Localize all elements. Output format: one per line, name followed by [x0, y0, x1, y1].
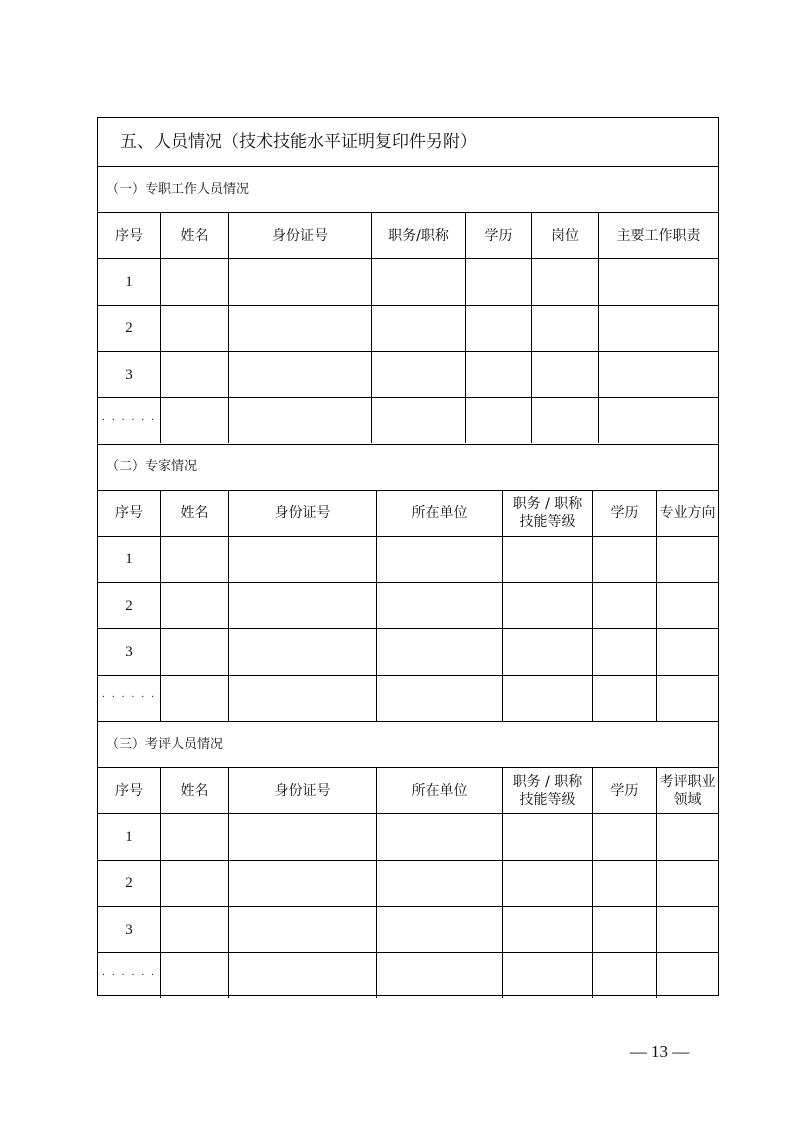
- section2-col-header: 职务 / 职称 技能等级: [502, 491, 592, 536]
- blank-entry-cell[interactable]: [228, 814, 376, 859]
- row-index: · · · · · ·: [101, 692, 157, 704]
- row-index: · · · · · ·: [101, 969, 157, 981]
- section3-heading: （三）考评人员情况: [106, 736, 224, 752]
- page-number: — 13 —: [629, 1042, 690, 1061]
- section3-col-header: 姓名: [160, 768, 228, 813]
- blank-entry-cell[interactable]: [228, 861, 376, 906]
- blank-entry-cell[interactable]: [376, 907, 502, 952]
- section2-col-header: 所在单位: [376, 491, 502, 536]
- row-index: · · · · · ·: [101, 414, 157, 426]
- row-index: 1: [125, 551, 133, 568]
- table-row: [98, 675, 718, 721]
- section3-col-header: 职务 / 职称 技能等级: [502, 768, 592, 813]
- section2-heading: （二）专家情况: [106, 459, 198, 474]
- table-row: [98, 258, 718, 304]
- table-row: [98, 952, 718, 998]
- blank-entry-cell[interactable]: [592, 814, 656, 859]
- section3-col-header: 学历: [592, 768, 656, 813]
- section3-col-header: 考评职业 领域: [656, 768, 718, 813]
- blank-entry-cell[interactable]: [465, 306, 531, 351]
- blank-entry-cell[interactable]: [465, 398, 531, 443]
- blank-entry-cell[interactable]: [656, 907, 718, 952]
- blank-entry-cell[interactable]: [376, 629, 502, 674]
- section1-col-header: 岗位: [531, 213, 598, 258]
- row-index: 3: [125, 644, 133, 661]
- blank-entry-cell[interactable]: [371, 259, 465, 304]
- blank-entry-cell[interactable]: [531, 398, 598, 443]
- blank-entry-cell[interactable]: [228, 306, 371, 351]
- section3-col-header: 所在单位: [376, 768, 502, 813]
- blank-entry-cell[interactable]: [656, 537, 718, 582]
- personnel-form-table: [97, 117, 719, 996]
- section2-col-header: 专业方向: [656, 491, 718, 536]
- blank-entry-cell[interactable]: [228, 398, 371, 443]
- blank-entry-cell[interactable]: [160, 953, 228, 998]
- blank-entry-cell[interactable]: [502, 676, 592, 721]
- blank-entry-cell[interactable]: [592, 861, 656, 906]
- section3-column-header-row: [98, 767, 718, 813]
- blank-entry-cell[interactable]: [371, 306, 465, 351]
- section1-col-header: 学历: [465, 213, 531, 258]
- table-row: [98, 813, 718, 859]
- blank-entry-cell[interactable]: [502, 907, 592, 952]
- row-index: 3: [125, 921, 133, 938]
- section2-col-header: 学历: [592, 491, 656, 536]
- row-index: 1: [125, 828, 133, 845]
- blank-entry-cell[interactable]: [592, 676, 656, 721]
- row-index: 1: [125, 273, 133, 290]
- blank-entry-cell[interactable]: [160, 306, 228, 351]
- blank-entry-cell[interactable]: [228, 352, 371, 397]
- blank-entry-cell[interactable]: [656, 629, 718, 674]
- blank-entry-cell[interactable]: [160, 583, 228, 628]
- blank-entry-cell[interactable]: [465, 259, 531, 304]
- blank-entry-cell[interactable]: [592, 537, 656, 582]
- row-index: 2: [125, 597, 133, 614]
- blank-entry-cell[interactable]: [592, 953, 656, 998]
- blank-entry-cell[interactable]: [598, 352, 718, 397]
- section1-column-header-row: [98, 212, 718, 258]
- blank-entry-cell[interactable]: [531, 306, 598, 351]
- blank-entry-cell[interactable]: [160, 537, 228, 582]
- table-row: [98, 351, 718, 397]
- blank-entry-cell[interactable]: [376, 953, 502, 998]
- blank-entry-cell[interactable]: [598, 398, 718, 443]
- blank-entry-cell[interactable]: [502, 629, 592, 674]
- blank-entry-cell[interactable]: [228, 953, 376, 998]
- section-title: 五、人员情况（技术技能水平证明复印件另附）: [120, 132, 477, 152]
- section2-column-header-row: [98, 490, 718, 536]
- section1-col-header: 姓名: [160, 213, 228, 258]
- blank-entry-cell[interactable]: [160, 676, 228, 721]
- blank-entry-cell[interactable]: [228, 583, 376, 628]
- section2-col-header: 序号: [115, 505, 143, 522]
- blank-entry-cell[interactable]: [592, 583, 656, 628]
- section3-col-header: 序号: [115, 782, 143, 799]
- blank-entry-cell[interactable]: [656, 861, 718, 906]
- section1-heading: （一）专职工作人员情况: [106, 181, 250, 197]
- blank-entry-cell[interactable]: [376, 676, 502, 721]
- blank-entry-cell[interactable]: [228, 537, 376, 582]
- section-title-row: [98, 118, 718, 166]
- blank-entry-cell[interactable]: [502, 537, 592, 582]
- table-row: [98, 906, 718, 952]
- blank-entry-cell[interactable]: [592, 907, 656, 952]
- table-row: [98, 860, 718, 906]
- section3-col-header: 身份证号: [228, 768, 376, 813]
- table-row: [98, 536, 718, 582]
- blank-entry-cell[interactable]: [371, 352, 465, 397]
- blank-entry-cell[interactable]: [376, 537, 502, 582]
- section2-heading-row: [98, 444, 718, 490]
- blank-entry-cell[interactable]: [598, 306, 718, 351]
- blank-entry-cell[interactable]: [376, 861, 502, 906]
- table-row: [98, 628, 718, 674]
- blank-entry-cell[interactable]: [228, 629, 376, 674]
- section2-col-header: 姓名: [160, 491, 228, 536]
- table-row: [98, 397, 718, 443]
- blank-entry-cell[interactable]: [502, 814, 592, 859]
- blank-entry-cell[interactable]: [502, 953, 592, 998]
- blank-entry-cell[interactable]: [160, 861, 228, 906]
- blank-entry-cell[interactable]: [160, 398, 228, 443]
- blank-entry-cell[interactable]: [465, 352, 531, 397]
- blank-entry-cell[interactable]: [160, 259, 228, 304]
- table-row: [98, 582, 718, 628]
- blank-entry-cell[interactable]: [160, 907, 228, 952]
- blank-entry-cell[interactable]: [598, 259, 718, 304]
- blank-entry-cell[interactable]: [228, 259, 371, 304]
- blank-entry-cell[interactable]: [376, 814, 502, 859]
- section1-col-header: 职务/职称: [371, 213, 465, 258]
- row-index: 2: [125, 875, 133, 892]
- blank-entry-cell[interactable]: [160, 352, 228, 397]
- blank-entry-cell[interactable]: [531, 259, 598, 304]
- section3-heading-row: [98, 721, 718, 767]
- blank-entry-cell[interactable]: [228, 676, 376, 721]
- section2-col-header: 身份证号: [228, 491, 376, 536]
- blank-entry-cell[interactable]: [656, 676, 718, 721]
- blank-entry-cell[interactable]: [228, 907, 376, 952]
- table-row: [98, 305, 718, 351]
- blank-entry-cell[interactable]: [160, 814, 228, 859]
- blank-entry-cell[interactable]: [371, 398, 465, 443]
- section1-heading-row: [98, 166, 718, 212]
- row-index: 2: [125, 320, 133, 337]
- blank-entry-cell[interactable]: [656, 814, 718, 859]
- blank-entry-cell[interactable]: [531, 352, 598, 397]
- section1-col-header: 序号: [115, 227, 143, 244]
- blank-entry-cell[interactable]: [502, 861, 592, 906]
- blank-entry-cell[interactable]: [160, 629, 228, 674]
- row-index: 3: [125, 366, 133, 383]
- blank-entry-cell[interactable]: [376, 583, 502, 628]
- section1-col-header: 主要工作职责: [598, 213, 718, 258]
- section1-col-header: 身份证号: [228, 213, 371, 258]
- blank-entry-cell[interactable]: [592, 629, 656, 674]
- blank-entry-cell[interactable]: [656, 583, 718, 628]
- blank-entry-cell[interactable]: [502, 583, 592, 628]
- blank-entry-cell[interactable]: [656, 953, 718, 998]
